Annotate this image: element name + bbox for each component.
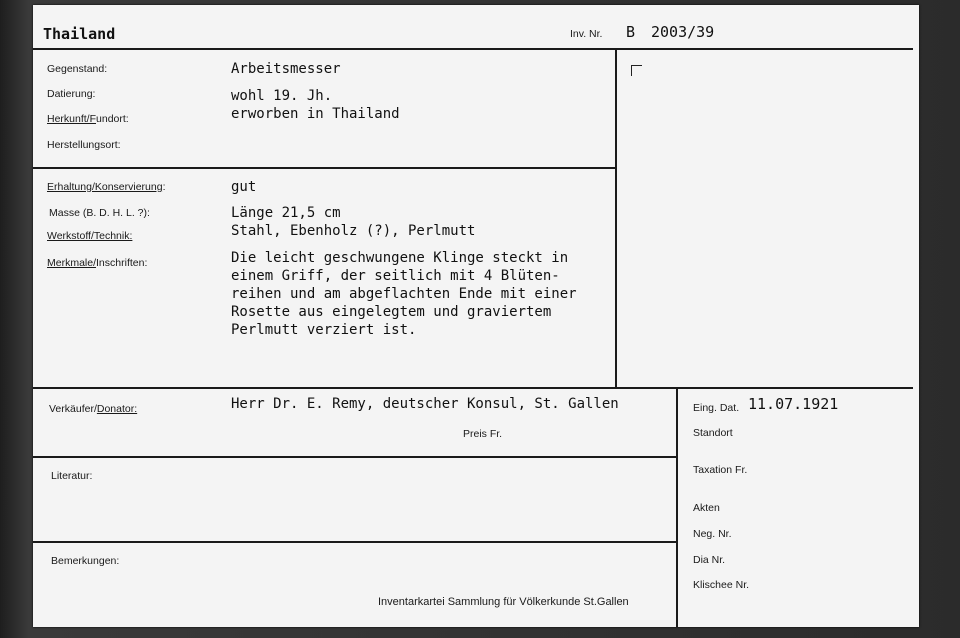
inv-nr-label: Inv. Nr. (570, 28, 603, 40)
merkmale-label-rest: Inschriften: (96, 257, 148, 269)
neg-nr-label: Neg. Nr. (693, 528, 732, 540)
herkunft-value: erworben in Thailand (231, 106, 400, 122)
vertical-divider-main (615, 48, 617, 388)
merkmale-line: reihen und am abgeflachten Ende mit einer (231, 286, 577, 302)
datierung-value: wohl 19. Jh. (231, 88, 333, 104)
merkmale-line: Perlmutt verziert ist. (231, 322, 417, 338)
herstellungsort-label: Herstellungsort: (47, 139, 121, 151)
inventory-card (33, 5, 919, 627)
country-title: Thailand (43, 25, 116, 43)
erhaltung-value: gut (231, 179, 257, 195)
vertical-divider-right (676, 387, 678, 627)
standort-label: Standort (693, 427, 733, 439)
taxation-label: Taxation Fr. (693, 464, 748, 476)
section3-rule (33, 456, 677, 458)
werkstoff-value: Stahl, Ebenholz (?), Perlmutt (231, 223, 476, 239)
masse-label: Masse (B. D. H. L. ?): (49, 207, 150, 219)
verkaeufer-value: Herr Dr. E. Remy, deutscher Konsul, St. Gallen (231, 396, 619, 412)
merkmale-label-underlined: Merkmale/ (47, 257, 97, 269)
gegenstand-label: Gegenstand: (47, 63, 108, 75)
merkmale-line: Die leicht geschwungene Klinge steckt in (231, 250, 569, 266)
merkmale-line: Rosette aus eingelegtem und graviertem (231, 304, 552, 320)
akten-label: Akten (693, 502, 720, 514)
verkaeufer-label-start: Verkäufer/ (49, 403, 97, 415)
gegenstand-value: Arbeitsmesser (231, 61, 341, 77)
herkunft-label (47, 113, 129, 125)
corner-mark-icon (631, 65, 642, 76)
werkstoff-label: Werkstoff/Technik: (47, 230, 133, 242)
donator-label-underlined: Donator: (96, 403, 138, 415)
herkunft-label-rest: undort: (96, 113, 129, 125)
datierung-label: Datierung: (47, 88, 96, 100)
merkmale-label (47, 257, 147, 269)
erhaltung-label-rest: : (162, 181, 166, 193)
preis-label: Preis Fr. (463, 428, 503, 440)
dia-nr-label: Dia Nr. (693, 554, 726, 566)
literatur-rule (33, 541, 677, 543)
klischee-nr-label: Klischee Nr. (693, 579, 750, 591)
merkmale-line: einem Griff, der seitlich mit 4 Blüten- (231, 268, 560, 284)
section1-rule (33, 167, 616, 169)
section2-rule (33, 387, 913, 389)
bemerkungen-label: Bemerkungen: (51, 555, 120, 567)
masse-value: Länge 21,5 cm (231, 205, 341, 221)
erhaltung-label-underlined: Erhaltung/Konservierung (47, 181, 163, 193)
literatur-label: Literatur: (51, 470, 93, 482)
erhaltung-label (47, 181, 166, 193)
inv-number: 2003/39 (651, 23, 715, 41)
inv-prefix: B (626, 23, 636, 41)
eing-dat-value: 11.07.1921 (748, 395, 839, 413)
verkaeufer-label (49, 403, 137, 415)
header-rule (33, 48, 913, 50)
eing-dat-label: Eing. Dat. (693, 402, 740, 414)
footer-text: Inventarkartei Sammlung für Völkerkunde St.Gallen (378, 596, 629, 608)
herkunft-label-underlined: Herkunft/F (47, 113, 97, 125)
